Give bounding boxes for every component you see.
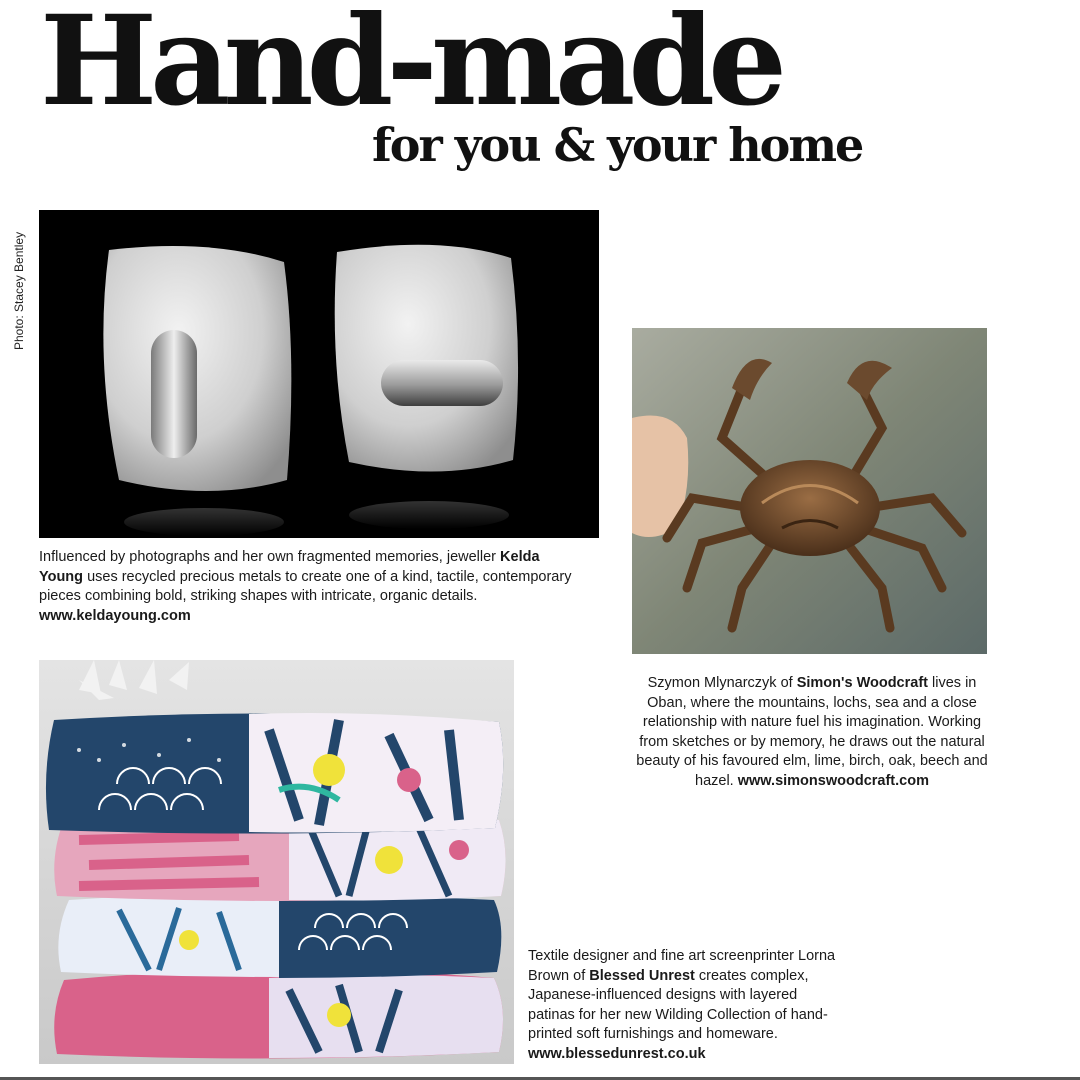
woodcraft-body: lives in Oban, where the mountains, lochs, sea and a close relationship with nature fuel his imagination. Working from sketches or by memory, he draws out the natural beauty of his favoured elm, lime, birch, oak, beech and hazel. <box>636 675 988 789</box>
jeweller-caption <box>39 548 579 626</box>
crab-photo <box>632 328 987 654</box>
jeweller-url[interactable]: www.keldayoung.com <box>39 607 191 624</box>
photo-credit: Photo: Stacey Bentley <box>12 231 26 350</box>
woodcraft-name: Simon's Woodcraft <box>796 675 928 691</box>
jewellery-photo <box>39 210 599 538</box>
page-title: Hand-made <box>40 0 780 134</box>
cushion-stack-illustration <box>39 660 514 1064</box>
textile-caption <box>528 947 846 1064</box>
jeweller-name: Kelda Young <box>39 549 540 585</box>
textile-name: Blessed Unrest <box>589 967 695 984</box>
earrings-illustration <box>39 210 599 538</box>
woodcraft-url[interactable]: www.simonswoodcraft.com <box>737 772 929 789</box>
page-subtitle: for you & your home <box>372 118 863 172</box>
jeweller-body: uses recycled precious metals to create one of a kind, tactile, contemporary pieces combining bold, striking shapes with intricate, organic details. <box>39 568 572 604</box>
woodcraft-intro: Szymon Mlynarczyk of <box>647 675 793 691</box>
textile-intro: Textile designer and fine art screenprinter Lorna Brown of <box>528 948 836 984</box>
woodcraft-caption <box>636 674 988 791</box>
bronze-crab-illustration <box>632 328 987 654</box>
cushions-photo <box>39 660 514 1064</box>
textile-url[interactable]: www.blessedunrest.co.uk <box>528 1045 706 1062</box>
jeweller-intro: Influenced by photographs and her own fragmented memories, jeweller <box>39 549 497 565</box>
textile-body: creates complex, Japanese-influenced designs with layered patinas for her new Wilding Collection of hand-printed soft furnishings and homeware. <box>528 967 828 1042</box>
